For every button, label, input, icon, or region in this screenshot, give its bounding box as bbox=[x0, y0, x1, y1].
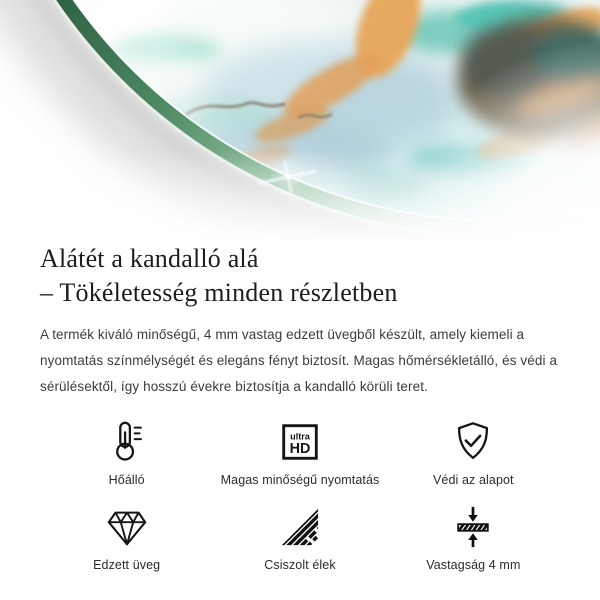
page-title-line2: – Tökéletesség minden részletben bbox=[40, 278, 398, 307]
product-description-section bbox=[0, 242, 600, 572]
ultra-hd-icon bbox=[277, 418, 323, 466]
shield-check-icon bbox=[450, 418, 496, 466]
thermometer-icon bbox=[104, 418, 150, 466]
feature-tempered-glass bbox=[40, 503, 213, 572]
fade-bottom bbox=[0, 0, 600, 240]
feature-label: Csiszolt élek bbox=[264, 558, 336, 572]
feature-thickness-4mm bbox=[387, 503, 560, 572]
feature-label: Védi az alapot bbox=[433, 473, 514, 487]
feature-polished-edges bbox=[213, 503, 386, 572]
feature-label: Hőálló bbox=[108, 473, 145, 487]
feature-ultra-hd-print bbox=[213, 418, 386, 487]
feature-label: Magas minőségű nyomtatás bbox=[220, 473, 380, 487]
product-image bbox=[0, 0, 600, 240]
diamond-icon bbox=[104, 503, 150, 551]
feature-heat-resistant bbox=[40, 418, 213, 487]
feature-label: Vastagság 4 mm bbox=[426, 558, 521, 572]
feature-grid bbox=[40, 418, 560, 572]
svg-text:ultra: ultra bbox=[290, 431, 310, 442]
glass-disc-artwork bbox=[0, 0, 600, 240]
page-title-line1: Alátét a kandalló alá bbox=[40, 244, 259, 273]
product-description: A termék kiváló minőségű, 4 mm vastag edzett üvegből készült, amely kiemeli a nyomtatás színmélységét és elegáns fényt biztosít. Magas hőmérsékletálló, és védi a sérülésektől, így hosszú évekre biztosítja a kandalló körüli teret. bbox=[40, 327, 558, 394]
feature-protects-base bbox=[387, 418, 560, 487]
svg-text:HD: HD bbox=[289, 441, 311, 458]
thickness-icon bbox=[450, 503, 496, 551]
feature-label: Edzett üveg bbox=[93, 558, 161, 572]
polished-edges-icon bbox=[277, 503, 323, 551]
page-title bbox=[40, 242, 560, 310]
